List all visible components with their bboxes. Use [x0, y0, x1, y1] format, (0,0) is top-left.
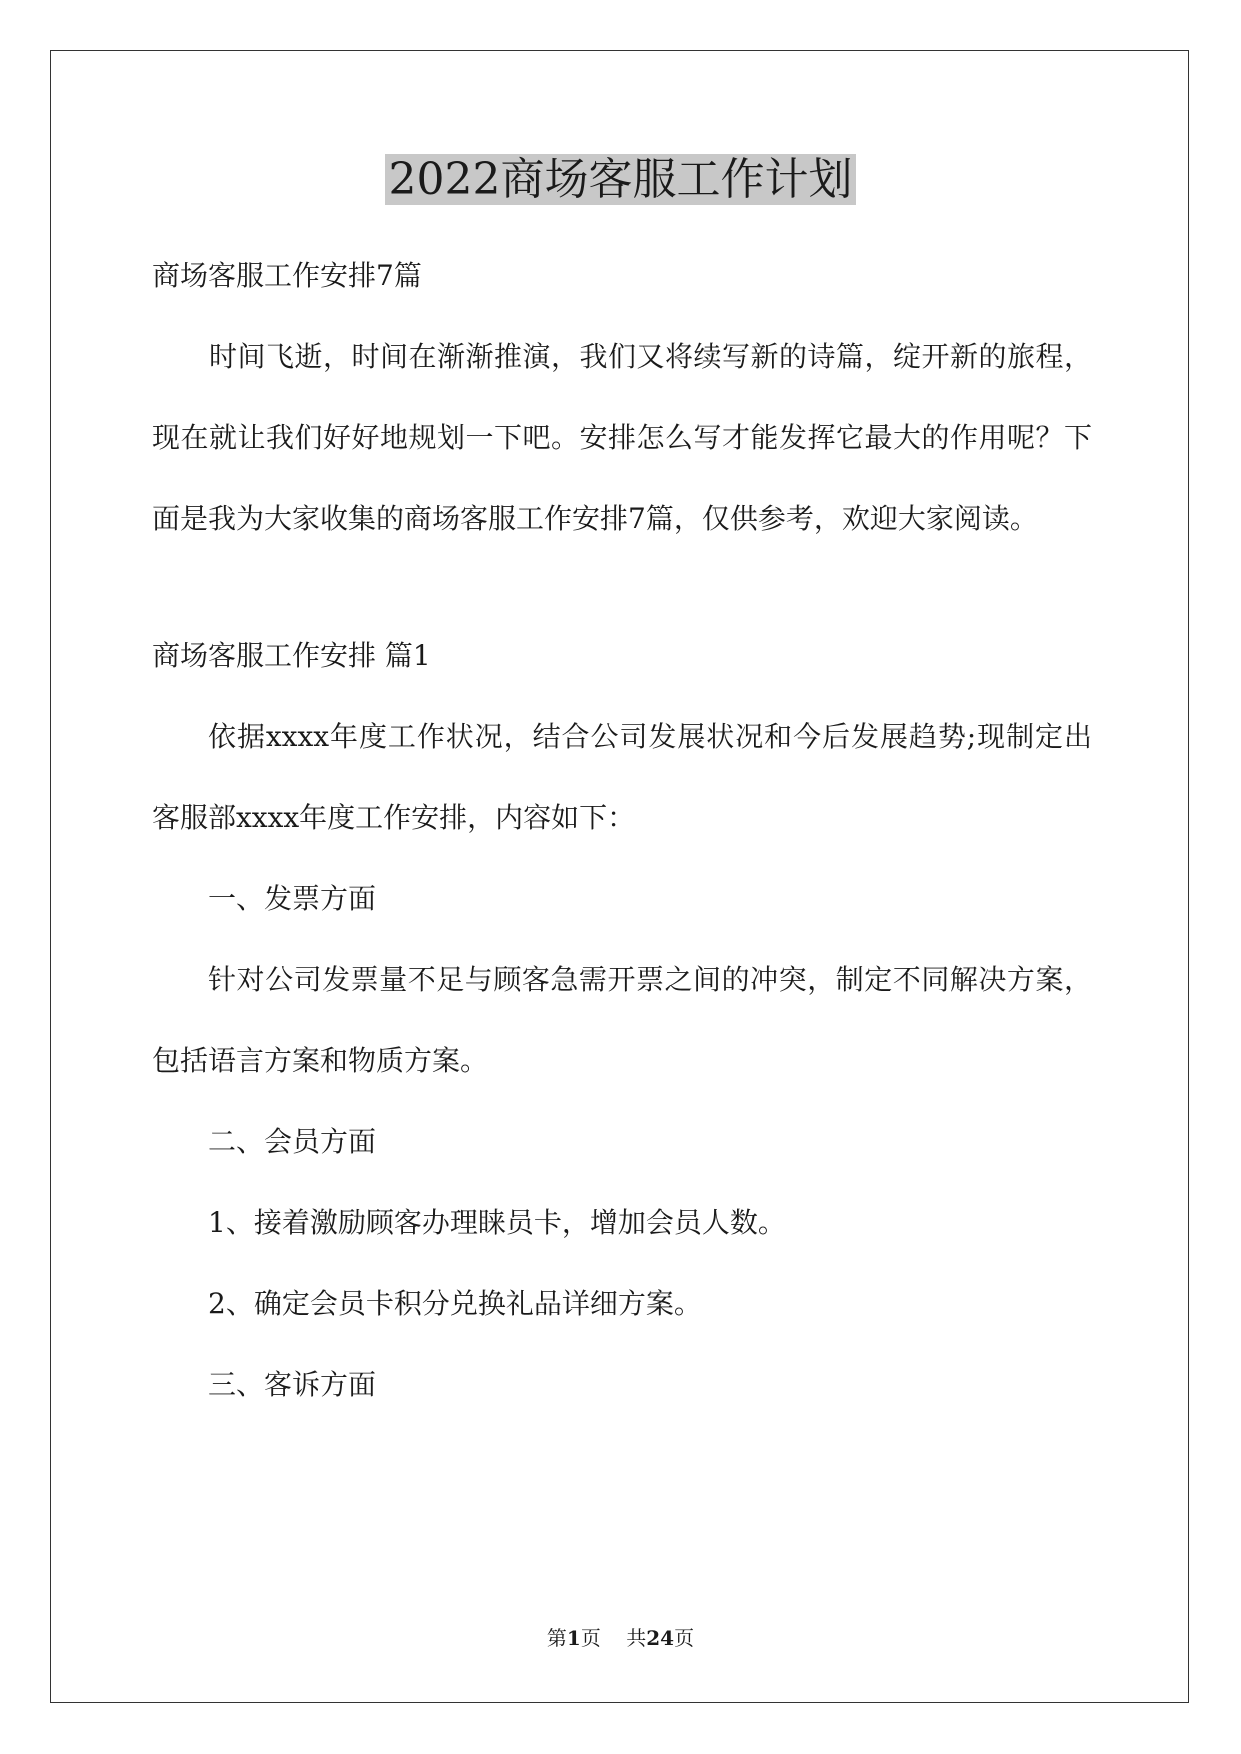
page-footer [0, 1622, 1241, 1651]
body-paragraph: 三、客诉方面 [208, 1368, 377, 1401]
current-page-number: 1 [566, 1626, 581, 1650]
total-pages-number: 24 [646, 1626, 675, 1650]
footer-prefix: 第 [546, 1626, 567, 1650]
document-title: 2022商场客服工作计划 [0, 150, 1241, 210]
body-paragraph: 1、接着激励顾客办理睐员卡，增加会员人数。 [208, 1206, 786, 1239]
document-body [152, 235, 1092, 1425]
intro-paragraph: 时间飞逝，时间在渐渐推演，我们又将续写新的诗篇，绽开新的旅程，现在就让我们好好地规划一下吧。安排怎么写才能发挥它最大的作用呢？下面是我为大家收集的商场客服工作安排7篇，仅供参考，欢迎大家阅读。 [152, 340, 1092, 535]
footer-total-prefix: 共 [626, 1626, 647, 1650]
paragraph-gap [152, 559, 1092, 615]
body-paragraph: 针对公司发票量不足与顾客急需开票之间的冲突，制定不同解决方案，包括语言方案和物质方案。 [152, 963, 1092, 1077]
footer-total-label: 页 [674, 1626, 695, 1650]
section-heading: 商场客服工作安排 篇1 [152, 639, 431, 672]
body-paragraph: 二、会员方面 [208, 1125, 377, 1158]
document-subtitle: 商场客服工作安排7篇 [152, 259, 422, 292]
body-paragraph: 一、发票方面 [208, 882, 377, 915]
body-paragraph: 2、确定会员卡积分兑换礼品详细方案。 [208, 1287, 702, 1320]
footer-page-label: 页 [580, 1626, 601, 1650]
body-paragraph: 依据xxxx年度工作状况，结合公司发展状况和今后发展趋势;现制定出客服部xxxx年度工作安排，内容如下： [152, 720, 1092, 834]
